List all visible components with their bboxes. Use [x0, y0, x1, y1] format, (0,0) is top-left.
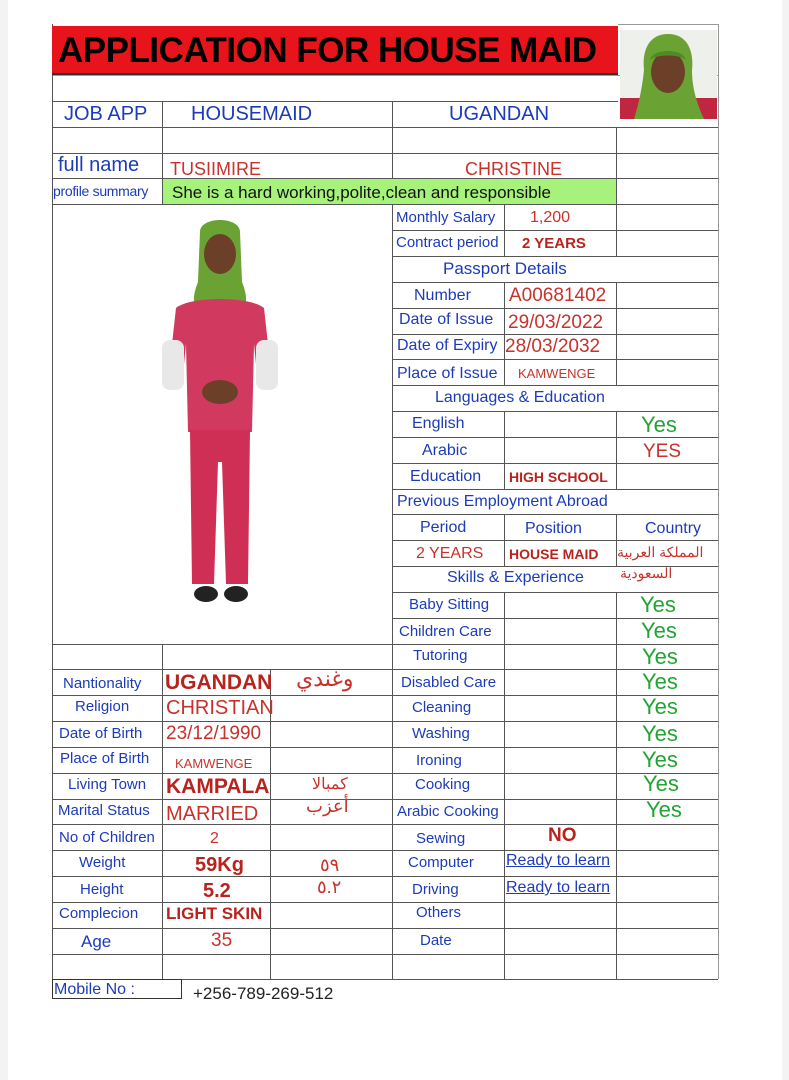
- marital-label: Marital Status: [58, 802, 150, 819]
- skill-label: Date: [420, 932, 452, 949]
- religion-value: CHRISTIAN: [166, 697, 274, 719]
- town-arabic: كمبالا: [312, 776, 348, 793]
- place-of-issue-label: Place of Issue: [397, 365, 498, 382]
- education-value: HIGH SCHOOL: [509, 469, 608, 485]
- marital-value: MARRIED: [166, 803, 259, 825]
- skill-value: Yes: [642, 721, 678, 746]
- skill-value: Yes: [646, 797, 682, 822]
- nationality-arabic: وغندي: [296, 666, 354, 691]
- skill-value: Yes: [642, 694, 678, 719]
- employment-heading: Previous Employment Abroad: [397, 493, 608, 510]
- age-value: 35: [211, 930, 233, 951]
- skills-heading: Skills & Experience: [447, 569, 584, 586]
- title-banner: [52, 26, 618, 75]
- nationality-label: Nantionality: [63, 675, 142, 692]
- full-name-label: full name: [58, 154, 140, 176]
- issue-date-label: Date of Issue: [399, 311, 494, 328]
- religion-label: Religion: [75, 698, 130, 715]
- english-label: English: [412, 415, 465, 432]
- skill-value: NO: [548, 825, 577, 846]
- header-nationality: UGANDAN: [449, 103, 550, 125]
- skill-label: Children Care: [399, 623, 492, 640]
- passport-number-label: Number: [414, 287, 471, 304]
- skill-label: Washing: [412, 725, 470, 742]
- place-of-issue: KAMWENGE: [518, 366, 596, 381]
- mobile-label: Mobile No :: [54, 981, 135, 998]
- employment-country-line1: المملكة العربية: [617, 544, 704, 560]
- weight-value: 59Kg: [195, 854, 244, 876]
- first-name: TUSIIMIRE: [170, 159, 262, 179]
- headshot-photo: [620, 30, 717, 119]
- skill-value: Yes: [642, 669, 678, 694]
- passport-number: A00681402: [509, 285, 607, 306]
- skill-label: Sewing: [416, 830, 466, 847]
- weight-arabic: ٥٩: [320, 855, 340, 875]
- skill-label: Driving: [412, 881, 459, 898]
- dob-label: Date of Birth: [59, 725, 143, 742]
- employment-country-label: Country: [645, 520, 702, 537]
- children-label: No of Children: [59, 829, 155, 846]
- height-label: Height: [80, 881, 124, 898]
- languages-heading: Languages & Education: [435, 389, 605, 406]
- employment-period: 2 YEARS: [416, 545, 484, 562]
- education-label: Education: [410, 468, 482, 485]
- skill-label: Ironing: [416, 752, 462, 769]
- salary-value: 1,200: [530, 209, 571, 226]
- skill-label: Baby Sitting: [409, 596, 490, 613]
- complexion-value: LIGHT SKIN: [166, 904, 263, 923]
- skill-value: Ready to learn: [506, 852, 611, 869]
- pob-label: Place of Birth: [60, 750, 150, 767]
- profile-summary-text: She is a hard working,polite,clean and responsible: [172, 183, 551, 202]
- profile-summary-label: profile summary: [53, 183, 149, 199]
- mobile-number: +256-789-269-512: [193, 984, 334, 1003]
- salary-label: Monthly Salary: [396, 209, 496, 226]
- skill-label: Tutoring: [413, 647, 468, 664]
- weight-label: Weight: [79, 854, 126, 871]
- english-value: Yes: [641, 412, 677, 437]
- skill-value: Yes: [643, 771, 679, 796]
- town-label: Living Town: [68, 776, 147, 793]
- dob-value: 23/12/1990: [166, 723, 262, 744]
- contract-period-label: Contract period: [396, 234, 499, 251]
- page-title: APPLICATION FOR HOUSE MAID: [58, 31, 597, 70]
- pob-value: KAMWENGE: [175, 756, 253, 771]
- employment-position: HOUSE MAID: [509, 546, 599, 562]
- marital-arabic: أعزب: [306, 796, 349, 816]
- complexion-label: Complecion: [59, 905, 139, 922]
- skill-value: Ready to learn: [506, 879, 611, 896]
- height-arabic: ٥.٢: [317, 877, 342, 897]
- skill-label: Computer: [408, 854, 474, 871]
- last-name: CHRISTINE: [465, 159, 563, 179]
- employment-period-label: Period: [420, 519, 467, 536]
- contract-period-value: 2 YEARS: [522, 235, 586, 252]
- job-app-label: JOB APP: [64, 103, 148, 125]
- nationality-value: UGANDAN: [165, 671, 273, 694]
- skill-value: Yes: [642, 747, 678, 772]
- employment-country-line2: السعودية: [620, 565, 673, 581]
- skill-value: Yes: [640, 592, 676, 617]
- town-value: KAMPALA: [166, 775, 270, 798]
- skill-label: Cooking: [415, 776, 471, 793]
- passport-heading: Passport Details: [443, 259, 567, 278]
- skill-label: Cleaning: [412, 699, 472, 716]
- expiry-date-label: Date of Expiry: [397, 337, 498, 354]
- skill-label: Others: [416, 904, 462, 921]
- arabic-label: Arabic: [422, 442, 468, 459]
- skill-value: Yes: [641, 618, 677, 643]
- children-value: 2: [210, 830, 219, 847]
- issue-date: 29/03/2022: [508, 312, 604, 333]
- skill-value: Yes: [642, 644, 678, 669]
- employment-position-label: Position: [525, 520, 582, 537]
- arabic-value: YES: [643, 441, 682, 462]
- skill-label: Arabic Cooking: [397, 803, 499, 820]
- skill-label: Disabled Care: [401, 674, 497, 691]
- expiry-date: 28/03/2032: [505, 336, 601, 357]
- age-label: Age: [81, 932, 112, 951]
- job-position: HOUSEMAID: [191, 103, 313, 125]
- full-body-photo: [150, 212, 290, 612]
- height-value: 5.2: [203, 880, 231, 902]
